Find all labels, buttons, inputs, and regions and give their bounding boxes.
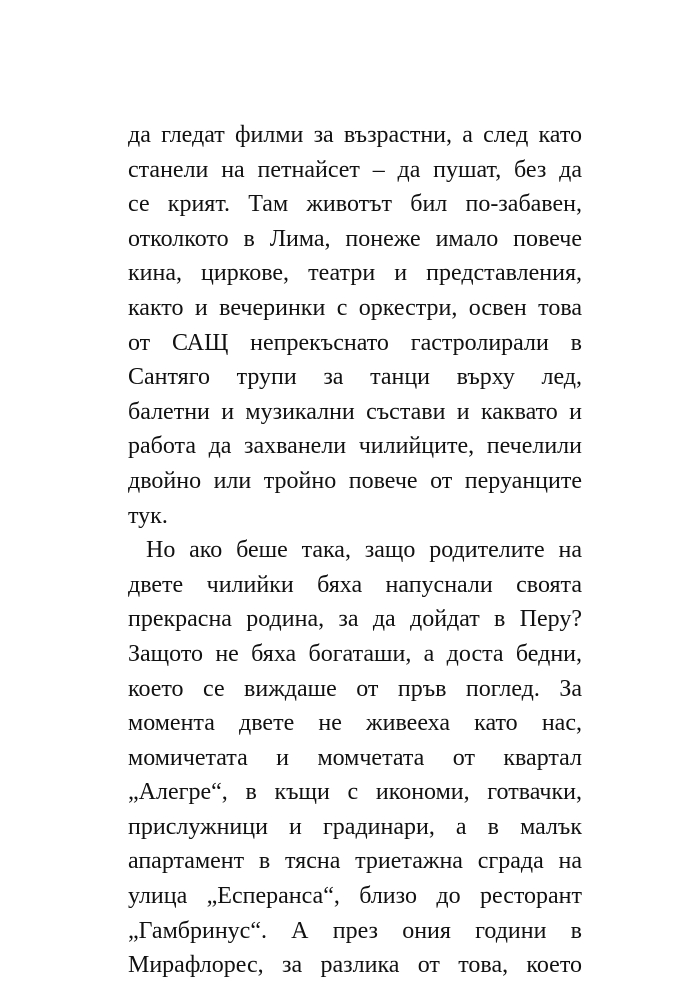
- text-line: момичетата и момчетата от квартал: [128, 744, 582, 771]
- text-line: Мирафлорес, за разлика от това, което: [128, 952, 582, 979]
- page-text: [128, 118, 582, 983]
- text-line: „Гамбринус“. А през ония години в: [128, 917, 582, 944]
- paragraph-1: [128, 118, 582, 533]
- text-line: прислужници и градинари, а в малък: [128, 813, 582, 840]
- text-line: „Алегре“, в къщи с икономи, готвачки,: [128, 779, 582, 806]
- text-line: улица „Есперанса“, близо до ресторант: [128, 883, 582, 910]
- text-line: Сантяго трупи за танци върху лед,: [128, 364, 582, 391]
- text-line: Но ако беше така, защо родителите на: [146, 537, 582, 564]
- text-line: Защото не бяха богаташи, а доста бедни,: [128, 640, 582, 667]
- text-line: както и вечеринки с оркестри, освен това: [128, 294, 582, 321]
- text-line: от САЩ непрекъснато гастролирали в: [128, 329, 582, 356]
- text-line: двойно или тройно повече от перуанците: [128, 467, 582, 494]
- text-line: прекрасна родина, за да дойдат в Перу?: [128, 606, 582, 633]
- text-line: отколкото в Лима, понеже имало повече: [128, 225, 582, 252]
- text-line: балетни и музикални състави и каквато и: [128, 398, 582, 425]
- text-line: двете чилийки бяха напуснали своята: [128, 571, 582, 598]
- text-line: апартамент в тясна триетажна сграда на: [128, 848, 582, 875]
- text-line: което се виждаше от пръв поглед. За: [128, 675, 582, 702]
- text-line: кина, циркове, театри и представления,: [128, 260, 582, 287]
- text-line: се крият. Там животът бил по-забавен,: [128, 191, 582, 218]
- text-line: работа да захванели чилийците, печелили: [128, 433, 582, 460]
- paragraph-2: [128, 533, 582, 983]
- text-line: момента двете не живееха като нас,: [128, 710, 582, 737]
- text-line: да гледат филми за възрастни, а след като: [128, 122, 582, 148]
- text-line: тук.: [128, 502, 168, 529]
- text-line: станели на петнайсет – да пушат, без да: [128, 156, 582, 183]
